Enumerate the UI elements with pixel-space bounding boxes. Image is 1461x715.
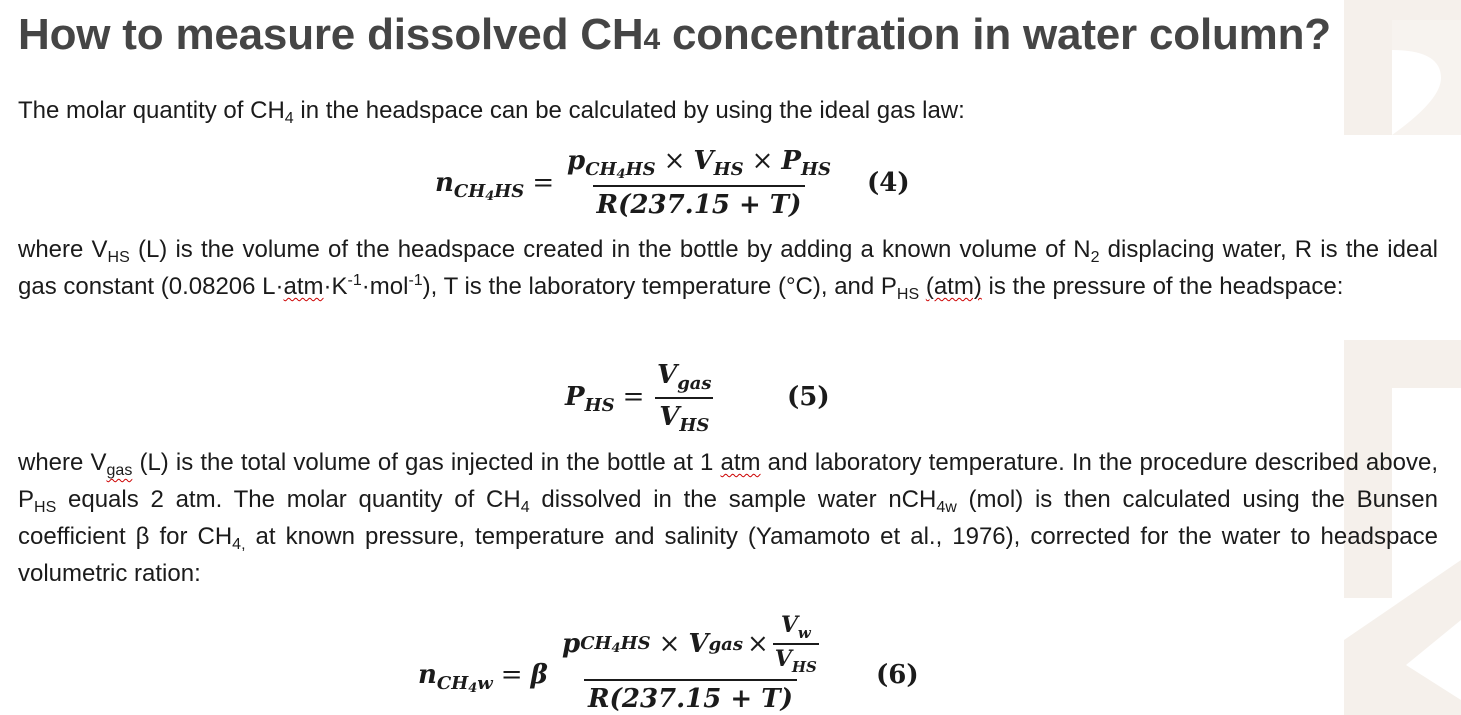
paragraph-intro: The molar quantity of $CH_4$ in the headspace can be calculated by using the ideal gas law: — [18, 97, 965, 127]
paragraph-bunsen: where $V_{gas}$ (L) is the total volume of gas injected in the bottle at 1 atm and laboratory temperature. In the procedure described above, $P_{HS}$ equals 2 atm. The molar quantity of $CH_4$ dissolved in the sample water nCH$_{4w}$ (mol) is then calculated using the Bunsen coefficient β for $CH_{4,}$ at known pressure, temperature and salinity (Yamamoto et al., 1976), corrected for the water to headspace volumetric ration: — [18, 449, 1438, 587]
equation-number: (4) — [867, 168, 910, 198]
equation-number: (5) — [787, 382, 830, 412]
equation-number: (6) — [876, 660, 919, 690]
paragraph-headspace: where $V_{HS}$ (L) is the volume of the headspace created in the bottle by adding a known volume of $N_2$ displacing water, R is the ideal gas constant (0.08206 $L\cdot atm\cdot K^{-1}\cdot mol^{-1}$), T is the laboratory temperature (°C), and $P_{HS}$ (atm) is the pressure of the headspace: — [18, 236, 1439, 303]
equation-6: $n_{CH4w} = \beta$ p CH4HS × V gas × $\frac{V_w}{V_{HS}}$ R(237.15 + T) (6) — [418, 612, 919, 714]
equation-5: $P_{HS}$ = $V_{gas}$ $V_{HS}$ (5) — [565, 360, 830, 436]
equation-4: $n_{CH4HS}$ = $p_{CH4HS} \times V_{HS} \times P_{HS}$ R(237.15 + T) (4) — [435, 146, 910, 220]
page-title: How to measure dissolved CH4 concentration in water column? — [18, 10, 1331, 59]
